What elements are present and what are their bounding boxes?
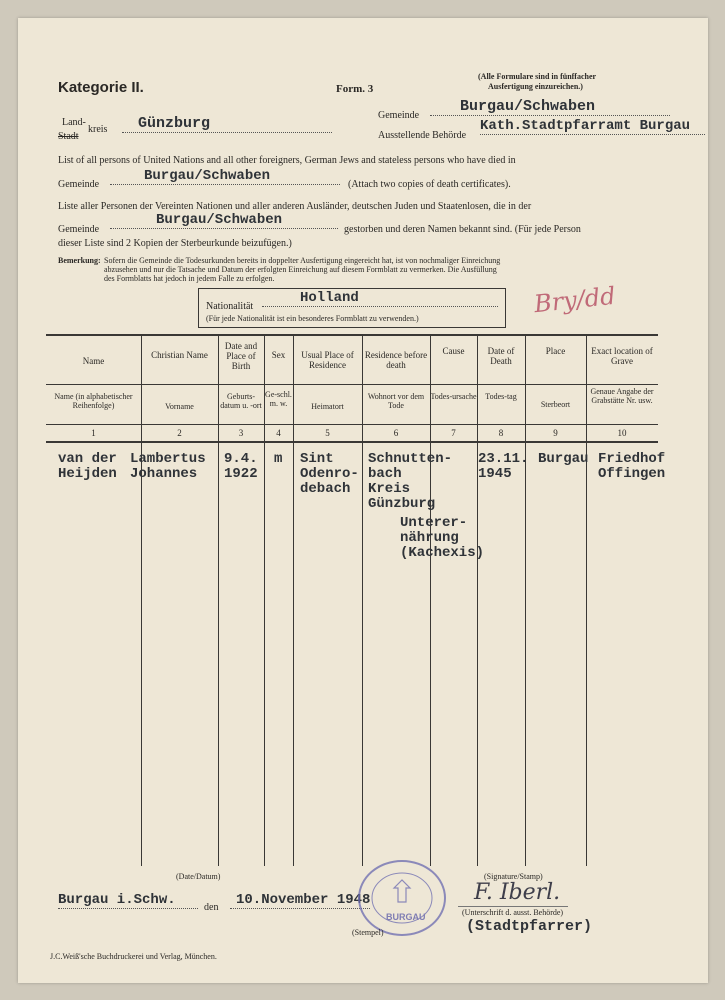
behoerde-label: Ausstellende Behörde (378, 130, 467, 141)
bemerkung-line3: des Formblatts hat jedoch in jedem Falle zu erfolgen. (104, 274, 275, 283)
th-de-todestag: Todes-tag (485, 392, 517, 401)
th-de-wohnort: Wohnort vor dem Tode (367, 392, 425, 410)
col-divider (218, 336, 219, 866)
th-residence-before: Residence before death (364, 350, 428, 370)
cell-residence: Sint Odenro- debach (300, 451, 359, 497)
bemerkung-label: Bemerkung: (58, 256, 101, 265)
th-de-vorname: Vorname (165, 402, 194, 411)
cell-name: van der Heijden (58, 451, 117, 482)
table-top-line (46, 334, 658, 336)
table-line (46, 384, 658, 385)
col-number: 2 (177, 428, 182, 438)
col-number: 5 (325, 428, 330, 438)
date-label: (Date/Datum) (176, 872, 221, 881)
col-divider (293, 336, 294, 866)
col-divider (586, 336, 587, 866)
col-number: 8 (498, 428, 504, 438)
cell-grave: Friedhof Offingen (598, 451, 666, 482)
col-number: 4 (276, 428, 281, 438)
landkreis-value: Günzburg (122, 115, 332, 133)
date-value: 10.November 1948 (230, 892, 370, 909)
pencil-mark: Bry/dd (532, 281, 617, 319)
th-de-geburt: Geburts-datum u. -ort (220, 392, 262, 410)
unterschrift-label: (Unterschrift d. ausst. Behörde) (462, 908, 564, 917)
col-number: 10 (617, 428, 627, 438)
col-number: 3 (238, 428, 244, 438)
th-cause: Cause (442, 346, 465, 356)
th-residence: Usual Place of Residence (301, 350, 354, 370)
th-de-geschlecht: Ge-schl. m. w. (265, 390, 292, 408)
th-de-grab: Genaue Angabe der Grabstätte Nr. usw. (590, 387, 654, 405)
th-grave: Exact location of Grave (591, 346, 653, 366)
copies-note-2: Ausfertigung einzureichen.) (488, 82, 583, 91)
th-date-of-death: Date of Death (487, 346, 515, 366)
printer-credit: J.C.Weiß'sche Buchdruckerei und Verlag, München. (50, 952, 217, 961)
intro-de-gemeinde-label: Gemeinde (58, 224, 100, 235)
th-de-sterbeort: Sterbeort (540, 400, 571, 409)
intro-en-line2-rest: (Attach two copies of death certificates). (348, 179, 511, 190)
table-line (46, 441, 658, 443)
intro-en-gemeinde-value: Burgau/Schwaben (110, 168, 340, 185)
nationality-value: Holland (262, 290, 498, 307)
col-number: 9 (553, 428, 558, 438)
bemerkung-line2: abzusehen und nur die Tatsache und Datum der erfolgten Einreichung auf diesem Formblatt zu vermerken. Die Ausfüllung (104, 265, 497, 274)
col-number: 6 (393, 428, 399, 438)
intro-de-line3: dieser Liste sind 2 Kopien der Sterbeurkunde beizufügen.) (58, 238, 292, 249)
stempel-label: (Stempel) (352, 928, 384, 937)
cell-christian-name: Lambertus Johannes (130, 451, 206, 482)
col-number: 1 (91, 428, 96, 438)
cell-sex: m (274, 451, 283, 467)
th-de-todesursache: Todes-ursache (430, 392, 477, 401)
bemerkung-line1: Sofern die Gemeinde die Todesurkunden bereits in doppelter Ausfertigung eingereicht hat, ist von nochmaliger Einreichung (104, 256, 501, 265)
kategorie-title: Kategorie II. (58, 79, 144, 96)
copies-note-1: (Alle Formulare sind in fünffacher (478, 72, 597, 81)
col-number: 7 (451, 428, 456, 438)
den-label: den (204, 902, 219, 913)
th-place: Place (545, 346, 566, 356)
nationality-note: (Für jede Nationalität ist ein besonderes Formblatt zu verwenden.) (206, 314, 419, 323)
th-christian-name: Christian Name (151, 350, 208, 360)
intro-de-line1: Liste aller Personen der Vereinten Nationen und aller anderen Ausländer, deutschen Juden und Staatenlosen, die in der (58, 201, 532, 212)
col-divider (264, 336, 265, 866)
col-divider (141, 336, 142, 866)
intro-en-line1: List of all persons of United Nations and all other foreigners, German Jews and stateless persons who have died in (58, 155, 516, 166)
table-line (46, 424, 658, 425)
cell-date-of-death: 23.11. 1945 (478, 451, 529, 482)
landkreis-label-kreis: kreis (88, 124, 108, 135)
col-divider (477, 336, 478, 866)
stamp-text: BURGAU (386, 912, 426, 922)
nationality-label: Nationalität (206, 301, 254, 312)
col-divider (362, 336, 363, 866)
landkreis-label-top: Land- (62, 117, 86, 128)
form-number: Form. 3 (336, 83, 374, 95)
landkreis-label-bottom: Stadt (58, 131, 79, 142)
cell-birth: 9.4. 1922 (224, 451, 258, 482)
th-birth: Date and Place of Birth (224, 341, 258, 371)
signature: F. Iberl. (474, 880, 561, 905)
gemeinde-value: Burgau/Schwaben (430, 98, 670, 116)
signature-label: (Signature/Stamp) (484, 872, 543, 881)
intro-en-gemeinde-label: Gemeinde (58, 179, 100, 190)
cell-cause: Unterer- nährung (Kachexis) (400, 515, 485, 561)
official-stamp (358, 860, 446, 936)
th-sex: Sex (271, 350, 286, 360)
signature-line (458, 906, 568, 907)
th-de-name: Name (in alphabetischer Reihenfolge) (54, 392, 133, 410)
intro-de-line2-rest: gestorben und deren Namen bekannt sind. (Für jede Person (344, 224, 581, 235)
col-divider (525, 336, 526, 866)
col-divider (430, 336, 431, 866)
intro-de-gemeinde-value: Burgau/Schwaben (110, 212, 338, 229)
gemeinde-label: Gemeinde (378, 110, 420, 121)
behoerde-value: Kath.Stadtpfarramt Burgau (480, 118, 705, 135)
stadtpfarrer-title: (Stadtpfarrer) (466, 918, 593, 935)
cell-place: Burgau (538, 451, 589, 467)
th-de-heimatort: Heimatort (311, 402, 344, 411)
place-value: Burgau i.Schw. (58, 892, 198, 909)
cell-residence-before-death: Schnutten- bach Kreis Günzburg (368, 451, 453, 512)
th-name: Name (82, 356, 105, 366)
